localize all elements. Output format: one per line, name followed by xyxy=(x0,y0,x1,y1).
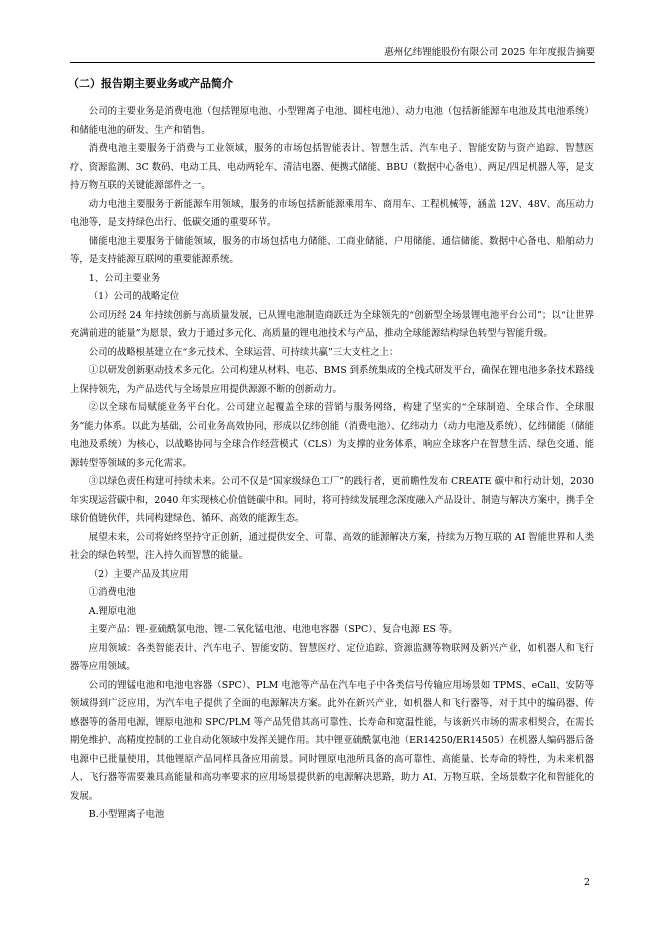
subheading: （2）主要产品及其应用 xyxy=(88,568,189,580)
page-number: 2 xyxy=(583,877,590,888)
paragraph: 主要产品：锂-亚硫酰氯电池、锂-二氧化锰电池、电池电容器（SPC）、复合电源 ES 等。 xyxy=(88,624,458,635)
paragraph: 应用领域：各类智能表计、汽车电子、智能安防、智慧医疗、定位追踪、资源监测等物联网及新兴产业，如机器人和飞行器等应用领域。 xyxy=(70,642,594,672)
paragraph: 展望未来，公司将始终坚持守正创新，通过提供安全、可靠、高效的能源解决方案，持续为万物互联的 AI 智能世界和人类社会的绿色转型，注入持久而智慧的能量。 xyxy=(70,531,594,561)
subheading: B.小型锂离子电池 xyxy=(88,809,165,820)
header-title: 惠州亿纬锂能股份有限公司 2025 年年度报告摘要 xyxy=(384,47,595,58)
section-title: （二）报告期主要业务或产品简介 xyxy=(68,77,233,90)
paragraph: 消费电池主要服务于消费与工业领域，服务的市场包括智能表计、智慧生活、汽车电子、智能安防与资产追踪、智慧医疗、资源监测、3C 数码、电动工具、电动两轮车、清洁电器、便携式储能、BBU（数据中心备电）、两足/四足机器人等，是支持万物互联的关键能源部件之一。 xyxy=(70,143,594,191)
paragraph: 公司历经 24 年持续创新与高质量发展，已从锂电池制造商跃迁为全球领先的“创新型全场景锂电池平台公司”；以“让世界充满前进的能量”为愿景，致力于通过多元化、高质量的锂电池技术与产品，推动全球能源结构绿色转型与智能升级。 xyxy=(70,309,594,339)
paragraph: 公司的战略根基建立在“多元技术、全球运营、可持续共赢”三大支柱之上： xyxy=(88,346,399,358)
subheading: ①消费电池 xyxy=(88,587,136,598)
paragraph: 储能电池主要服务于储能领域，服务的市场包括电力储能、工商业储能、户用储能、通信储能、数据中心备电、船舶动力等，是支持能源互联网的重要能源系统。 xyxy=(70,235,594,265)
paragraph: 动力电池主要服务于新能源车用领域，服务的市场包括新能源乘用车、商用车、工程机械等，涵盖 12V、48V、高压动力电池等，是支持绿色出行、低碳交通的重要环节。 xyxy=(70,198,594,228)
page-content xyxy=(70,76,594,825)
subheading: （1）公司的战略定位 xyxy=(88,291,180,302)
page-header xyxy=(70,47,595,63)
paragraph: ③以绿色责任构建可持续未来。公司不仅是“国家级绿色工厂”的践行者，更前瞻性发布 CREATE 碳中和行动计划，2030 年实现运营碳中和，2040 年实现核心价值链碳中和。同时，将可持续发展理念深度融入产品设计、制造与解决方案中，携手全球价值链伙伴，共同构建绿色、循环、高效的能源生态。 xyxy=(70,476,594,524)
paragraph: ①以研发创新驱动技术多元化。公司构建从材料、电芯、BMS 到系统集成的全栈式研发平台，确保在锂电池多条技术路线上保持领先，为产品迭代与全场景应用提供源源不断的创新动力。 xyxy=(70,365,594,395)
subheading: A.锂原电池 xyxy=(88,605,137,617)
subheading: 1、公司主要业务 xyxy=(88,272,161,284)
paragraph: 公司的主要业务是消费电池（包括锂原电池、小型锂离子电池、圆柱电池）、动力电池（包括新能源车电池及其电池系统）和储能电池的研发、生产和销售。 xyxy=(70,106,594,136)
paragraph: ②以全球布局赋能业务平台化。公司建立起覆盖全球的营销与服务网络，构建了坚实的“全球制造、全球合作、全球服务”能力体系。以此为基础，公司业务高效协同，形成以亿纬创能（消费电池）、亿纬动力（动力电池及系统）、亿纬储能（储能电池及系统）为核心，以战略协同与全球合作经营模式（CLS）为支撑的业务体系，响应全球客户在智慧生活、绿色交通、能源转型等领域的多元化需求。 xyxy=(70,402,594,469)
paragraph: 公司的锂锰电池和电池电容器（SPC）、PLM 电池等产品在汽车电子中各类信号传输应用场景如 TPMS、eCall、安防等领域得到广泛应用，为汽车电子提供了全面的电源解决方案。此外在新兴产业，如机器人和飞行器等，对于其中的编码器、传感器等的备用电源，锂原电池和 SPC/PLM 等产品凭借其高可靠性、长寿命和宽温性能，与该新兴市场的需求相契合，在需长期免维护、高精度控制的工业自动化领域中发挥关键作用。其中锂亚硫酰氯电池（ER14250/ER14505）在机器人编码器后备电源中已批量使用，其他锂原产品同样具备应用前景。同时锂原电池所具备的高可靠性、高能量、长寿命的特性，为未来机器人、飞行器等需要兼具高能量和高功率要求的应用场景提供新的电源解决思路，助力 AI、万物互联、全场景数字化和智能化的发展。 xyxy=(70,679,594,802)
